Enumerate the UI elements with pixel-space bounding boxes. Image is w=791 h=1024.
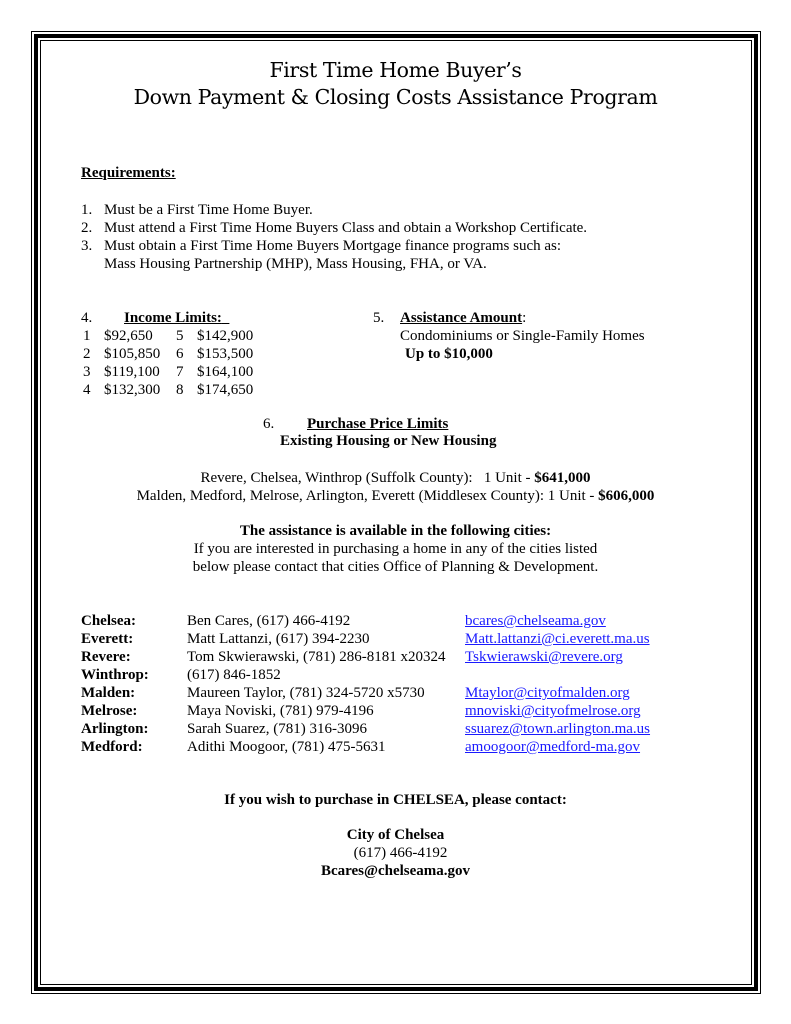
income-limit: $164,100 [197,364,254,380]
purchase-price-subheading: Existing Housing or New Housing [280,433,497,449]
contact-email-link[interactable]: bcares@chelseama.gov [465,613,606,629]
assistance-amount-property-types: Condominiums or Single-Family Homes [400,328,645,344]
chelsea-contact-phone: (617) 466-4192 [353,845,448,861]
household-size: 6 [176,346,184,362]
household-size: 5 [176,328,184,344]
income-limits-heading-text: Income Limits: [124,310,222,326]
availability-heading: The assistance is available in the following cities: [239,523,552,539]
chelsea-contact-email[interactable]: Bcares@chelseama.gov [320,863,471,879]
contact-city: Malden: [81,685,136,701]
contact-person: Maya Noviski, (781) 979-4196 [187,703,374,719]
income-limits-number: 4. [81,310,93,326]
household-size: 4 [83,382,91,398]
contact-person: Tom Skwierawski, (781) 286-8181 x20324 [187,649,446,665]
title-line-2: Down Payment & Closing Costs Assistance Program [133,85,658,109]
contact-person: Ben Cares, (617) 466-4192 [187,613,351,629]
income-limit: $119,100 [104,364,160,380]
contact-email-link[interactable]: amoogoor@medford-ma.gov [465,739,641,755]
contact-person: Maureen Taylor, (781) 324-5720 x5730 [187,685,425,701]
income-limit: $142,900 [197,328,254,344]
household-size: 8 [176,382,184,398]
contact-person: Matt Lattanzi, (617) 394-2230 [187,631,370,647]
purchase-price-middlesex-amount: $606,000 [598,488,655,504]
purchase-price-suffolk [0,470,791,487]
purchase-price-middlesex [0,488,791,505]
contact-email-link[interactable]: Tskwierawski@revere.org [465,649,623,665]
assistance-amount-number: 5. [373,310,385,326]
requirement-3-number: 3. [81,238,93,254]
chelsea-contact-heading: If you wish to purchase in CHELSEA, please contact: [224,792,567,808]
assistance-amount-colon: : [522,310,527,326]
income-limit: $153,500 [197,346,254,362]
contact-city: Arlington: [81,721,149,737]
purchase-price-middlesex-text: Malden, Medford, Melrose, Arlington, Everett (Middlesex County): 1 Unit - [136,488,599,504]
requirement-3-text: Must obtain a First Time Home Buyers Mortgage finance programs such as: [104,238,562,254]
contact-email-link[interactable]: Mtaylor@cityofmalden.org [465,685,630,701]
title-line-1: First Time Home Buyer’s [269,58,522,82]
requirements-heading: Requirements: [81,165,176,181]
requirement-3-text-continued: Mass Housing Partnership (MHP), Mass Housing, FHA, or VA. [104,256,487,272]
contact-email-link[interactable]: mnoviski@cityofmelrose.org [465,703,641,719]
contact-city: Melrose: [81,703,138,719]
household-size: 2 [83,346,91,362]
contact-person: Sarah Suarez, (781) 316-3096 [187,721,367,737]
income-limits-heading [124,310,229,327]
assistance-amount-value: Up to $10,000 [405,346,493,362]
contact-city: Medford: [81,739,143,755]
purchase-price-heading: Purchase Price Limits [307,416,449,432]
contact-person: (617) 846-1852 [187,667,281,683]
assistance-amount-heading-text: Assistance Amount [400,310,523,326]
purchase-price-suffolk-amount: $641,000 [534,470,591,486]
contact-city: Everett: [81,631,134,647]
household-size: 1 [83,328,91,344]
contact-city: Winthrop: [81,667,149,683]
requirement-2-text: Must attend a First Time Home Buyers Class and obtain a Workshop Certificate. [104,220,588,236]
requirement-1-number: 1. [81,202,93,218]
contact-email-link[interactable]: Matt.lattanzi@ci.everett.ma.us [465,631,650,647]
availability-line-1: If you are interested in purchasing a home in any of the cities listed [193,541,598,557]
contact-city: Chelsea: [81,613,136,629]
assistance-amount-heading [400,310,526,327]
availability-line-2: below please contact that cities Office of Planning & Development. [192,559,599,575]
income-limit: $132,300 [104,382,161,398]
contact-city: Revere: [81,649,131,665]
purchase-price-suffolk-text: Revere, Chelsea, Winthrop (Suffolk County): 1 Unit - [200,470,535,486]
household-size: 3 [83,364,91,380]
contact-email-link[interactable]: ssuarez@town.arlington.ma.us [465,721,651,737]
household-size: 7 [176,364,184,380]
purchase-price-number: 6. [263,416,275,432]
contact-person: Adithi Moogoor, (781) 475-5631 [187,739,386,755]
requirement-2-number: 2. [81,220,93,236]
income-limit: $105,850 [104,346,161,362]
requirement-1-text: Must be a First Time Home Buyer. [104,202,313,218]
chelsea-contact-name: City of Chelsea [346,827,445,843]
income-limit: $92,650 [104,328,153,344]
income-limit: $174,650 [197,382,254,398]
